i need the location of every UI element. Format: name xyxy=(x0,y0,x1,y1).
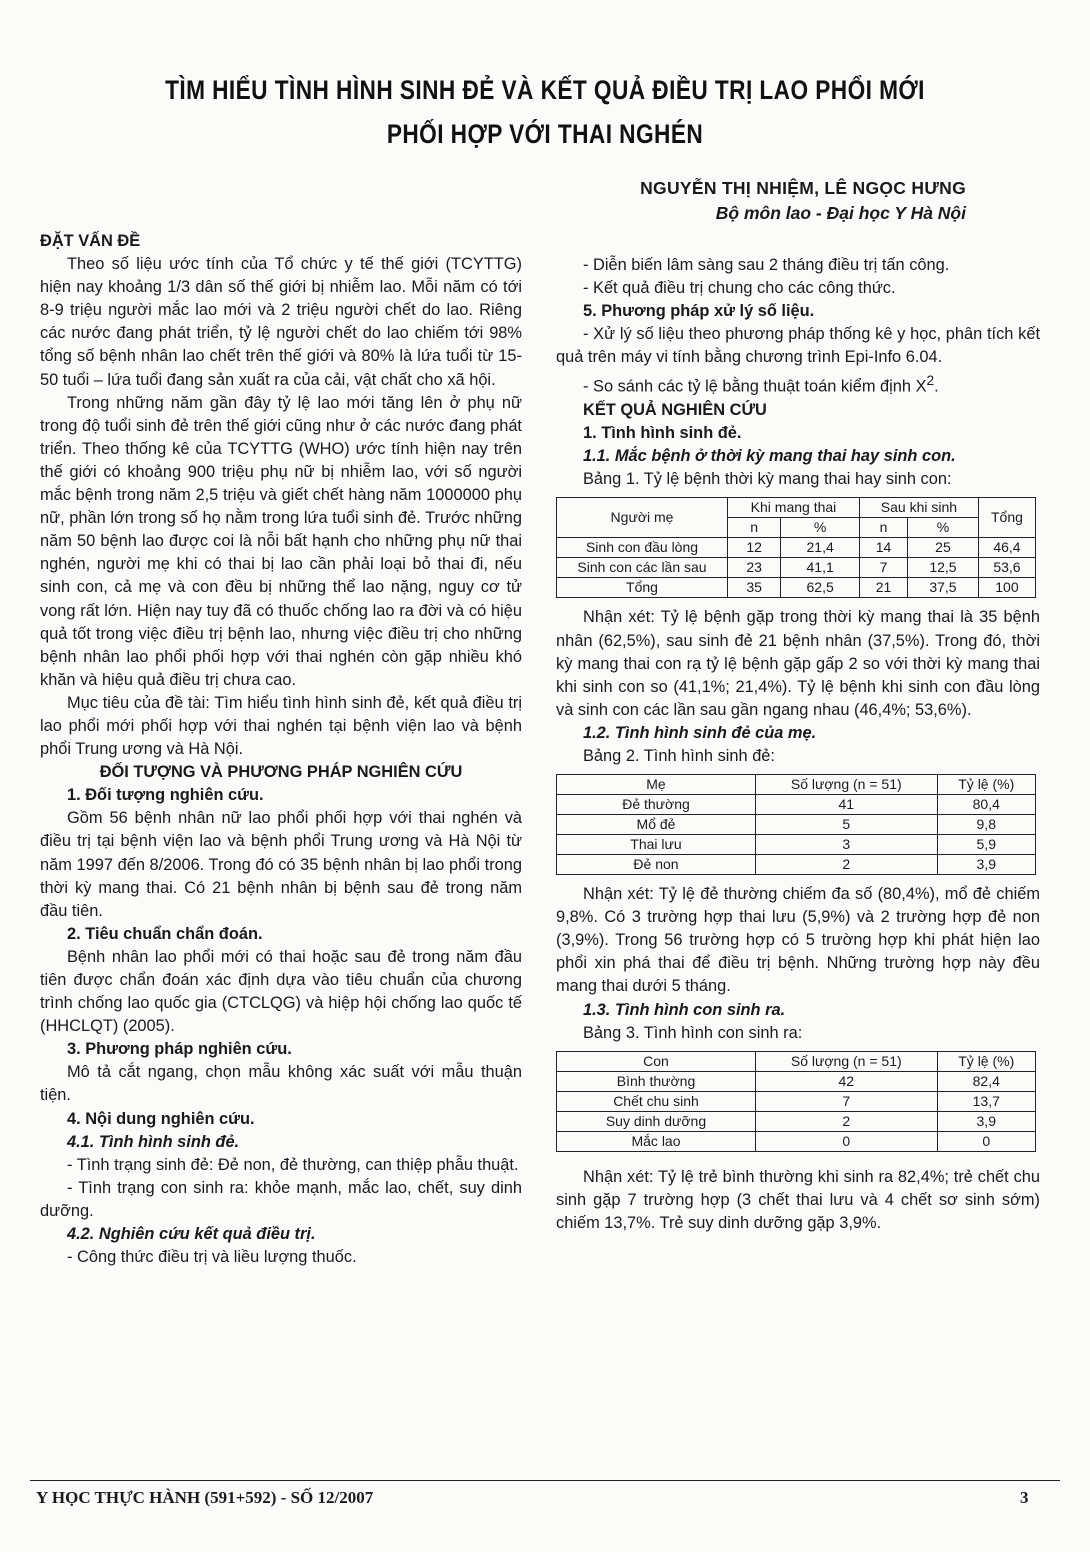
table-cell: 5,9 xyxy=(937,835,1036,855)
paragraph: - Công thức điều trị và liều lượng thuốc. xyxy=(67,1248,357,1267)
table-row xyxy=(557,795,1036,815)
paragraph: Nhận xét: Tỷ lệ đẻ thường chiếm đa số (80,4%), mổ đẻ chiếm 9,8%. Có 3 trường hợp thai lưu (5,9%) và 2 trường hợp đẻ non (3,9%). Trong 56 trường hợp có 5 trường hợp khi phát hiện lao phổi xin phá thai để điều trị bệnh. Những trường hợp này đều mang thai dưới 5 tháng. xyxy=(556,885,1040,996)
table-cell: 0 xyxy=(756,1131,938,1151)
table-cell: 41,1 xyxy=(781,558,860,578)
table-header: Sau khi sinh xyxy=(859,498,978,518)
table-cell: Sinh con các lần sau xyxy=(557,558,728,578)
table-cell: 12,5 xyxy=(908,558,979,578)
table-row xyxy=(557,835,1036,855)
table-cell: 35 xyxy=(728,578,781,598)
table-header: Số lượng (n = 51) xyxy=(756,1051,938,1071)
table-cell: 37,5 xyxy=(908,578,979,598)
table-cell: 21,4 xyxy=(781,538,860,558)
paragraph: - Xử lý số liệu theo phương pháp thống kê y học, phân tích kết quả trên máy vi tính bằng chương trình Epi-Info 6.04. xyxy=(556,325,1040,367)
table-cell: 12 xyxy=(728,538,781,558)
paragraph: Theo số liệu ước tính của Tổ chức y tế thế giới (TCYTTG) hiện nay khoảng 1/3 dân số thế giới bị nhiễm lao. Mỗi năm có tới 8-9 triệu người mắc lao mới và 2 triệu người chết do lao. Riêng các nước đang phát triển, tỷ lệ người chết do lao chiếm tới 98% tổng số bệnh nhân lao chết trên thế giới và 80% là lứa tuổi từ 15-50 tuổi – lứa tuổi đang sản xuất ra của cải, vật chất cho xã hội. xyxy=(40,255,522,389)
section-heading-results: KẾT QUẢ NGHIÊN CỨU xyxy=(583,401,767,420)
table-cell: 46,4 xyxy=(978,538,1035,558)
table-cell: Mắc lao xyxy=(557,1131,756,1151)
table-header: % xyxy=(908,518,979,538)
right-column xyxy=(556,254,1040,1235)
table-cell: 5 xyxy=(756,815,938,835)
table-header: n xyxy=(859,518,907,538)
section-heading-methods: ĐỐI TƯỢNG VÀ PHƯƠNG PHÁP NGHIÊN CỨU xyxy=(99,763,463,782)
table-cell: Sinh con đầu lòng xyxy=(557,538,728,558)
table-caption: Bảng 1. Tỷ lệ bệnh thời kỳ mang thai hay sinh con: xyxy=(583,470,952,489)
subheading: 1.1. Mắc bệnh ở thời kỳ mang thai hay sinh con. xyxy=(583,447,956,466)
paragraph xyxy=(556,369,1040,399)
paragraph: Trong những năm gần đây tỷ lệ lao mới tăng lên ở phụ nữ trong độ tuổi sinh đẻ trên thế giới cũng như ở các nước đang phát triển. Theo thống kê của TCYTTG (WHO) ước tính hiện nay trên thế giới có khoảng 900 triệu phụ nữ bị nhiễm lao, với số người mắc bệnh trong năm 2,5 triệu và giết chết hàng năm 1000000 phụ nữ, phần lớn trong số họ nằm trong lứa tuổi sinh đẻ. Trước những năm 50 bệnh lao được coi là nỗi bất hạnh cho những phụ nữ thai nghén, người mẹ khi có thai bị lao cần phải loại bỏ thai đi, nếu sinh con, cả mẹ và con đều bị những thể lao nặng, nguy cơ tử vong rất lớn. Hiện nay tuy đã có thuốc chống lao ra đời và có hiệu quả tốt trong việc điều trị bệnh lao, nhưng việc điều trị cho những bệnh nhân lao phổi phối hợp với thai nghén còn gặp nhiều khó khăn và hiệu quả điều trị chưa cao. xyxy=(40,393,522,689)
table-cell: 41 xyxy=(756,795,938,815)
paragraph: Nhận xét: Tỷ lệ trẻ bình thường khi sinh ra 82,4%; trẻ chết chu sinh gặp 7 trường hợp (3 chết thai lưu và 4 chết sơ sinh sớm) chiếm 13,7%. Trẻ suy dinh dưỡng gặp 3,9%. xyxy=(556,1167,1040,1232)
subheading: 1.3. Tình hình con sinh ra. xyxy=(583,1000,786,1019)
table-header: Tỷ lệ (%) xyxy=(937,1051,1036,1071)
subheading: 5. Phương pháp xử lý số liệu. xyxy=(583,302,815,321)
subheading: 2. Tiêu chuẩn chẩn đoán. xyxy=(67,924,263,943)
title-line-2: PHỐI HỢP VỚI THAI NGHÉN xyxy=(386,119,704,149)
table-header: Con xyxy=(557,1051,756,1071)
footer-rule xyxy=(30,1480,1060,1481)
author-names: NGUYỄN THỊ NHIỆM, LÊ NGỌC HƯNG xyxy=(640,178,966,198)
table-header: Tỷ lệ (%) xyxy=(937,775,1036,795)
article-title xyxy=(138,68,953,156)
table-cell: 2 xyxy=(756,1111,938,1131)
paragraph: - Kết quả điều trị chung cho các công thức. xyxy=(583,279,896,298)
table-cell: 3,9 xyxy=(937,1111,1036,1131)
table-row xyxy=(557,538,1036,558)
table-cell: Đẻ non xyxy=(557,855,756,875)
table-caption: Bảng 2. Tình hình sinh đẻ: xyxy=(583,746,775,765)
table-2 xyxy=(556,774,1036,875)
paragraph: - Tình trạng sinh đẻ: Đẻ non, đẻ thường, can thiệp phẫu thuật. xyxy=(67,1155,519,1174)
subheading: 3. Phương pháp nghiên cứu. xyxy=(67,1040,292,1059)
table-cell: Suy dinh dưỡng xyxy=(557,1111,756,1131)
author-affiliation: Bộ môn lao - Đại học Y Hà Nội xyxy=(715,203,966,223)
table-cell: Tổng xyxy=(557,578,728,598)
table-header: Người mẹ xyxy=(557,498,728,538)
table-cell: 62,5 xyxy=(781,578,860,598)
paragraph: Nhận xét: Tỷ lệ bệnh gặp trong thời kỳ mang thai là 35 bệnh nhân (62,5%), sau sinh đẻ 21 bệnh nhân (37,5%). Trong đó, thời kỳ mang thai con rạ tỷ lệ bệnh gặp gấp 2 so với thời kỳ mang thai khi sinh con so (41,1%; 21,4%). Tỷ lệ bệnh khi sinh con đầu lòng và sinh con các lần sau gần ngang nhau (46,4%; 53,6%). xyxy=(556,608,1040,719)
chi-square-text: - So sánh các tỷ lệ bằng thuật toán kiểm định X xyxy=(583,377,927,396)
paragraph: Gồm 56 bệnh nhân nữ lao phổi phối hợp với thai nghén và điều trị tại bệnh viện lao và bệnh phổi Trung ương và Hà Nội từ năm 1997 đến 8/2006. Trong đó có 35 bệnh nhân bị lao phổi trong thời kỳ mang thai. Có 21 bệnh nhân bị bệnh sau đẻ trong năm đầu tiên. xyxy=(40,809,522,920)
table-1 xyxy=(556,497,1036,598)
journal-footer: Y HỌC THỰC HÀNH (591+592) - SỐ 12/2007 xyxy=(36,1488,374,1507)
paragraph: - Diễn biến lâm sàng sau 2 tháng điều trị tấn công. xyxy=(583,256,950,274)
table-cell: 53,6 xyxy=(978,558,1035,578)
table-cell: 21 xyxy=(859,578,907,598)
table-row xyxy=(557,1111,1036,1131)
table-cell: Bình thường xyxy=(557,1071,756,1091)
table-cell: 3,9 xyxy=(937,855,1036,875)
table-cell: Mổ đẻ xyxy=(557,815,756,835)
left-column xyxy=(40,230,522,1269)
paragraph: Mô tả cắt ngang, chọn mẫu không xác suất với mẫu thuận tiện. xyxy=(40,1063,522,1105)
table-cell: Chết chu sinh xyxy=(557,1091,756,1111)
subheading: 4. Nội dung nghiên cứu. xyxy=(67,1109,255,1128)
paragraph: Bệnh nhân lao phổi mới có thai hoặc sau đẻ trong năm đầu tiên được chẩn đoán xác định dựa vào tiêu chuẩn của chương trình chống lao quốc gia (CTCLQG) và hiệp hội chống lao quốc tế (HHCLQT) (2005). xyxy=(40,947,522,1036)
table-cell: 42 xyxy=(756,1071,938,1091)
subheading: 1.2. Tình hình sinh đẻ của mẹ. xyxy=(583,723,817,742)
table-cell: 25 xyxy=(908,538,979,558)
table-cell: 9,8 xyxy=(937,815,1036,835)
table-cell: Thai lưu xyxy=(557,835,756,855)
table-cell: 2 xyxy=(756,855,938,875)
table-cell: 0 xyxy=(937,1131,1036,1151)
table-header: n xyxy=(728,518,781,538)
table-header: Tổng xyxy=(978,498,1035,538)
table-header: Khi mang thai xyxy=(728,498,860,518)
table-header: % xyxy=(781,518,860,538)
author-block xyxy=(640,176,966,226)
table-cell: 7 xyxy=(756,1091,938,1111)
table-cell: Đẻ thường xyxy=(557,795,756,815)
table-cell: 14 xyxy=(859,538,907,558)
table-row xyxy=(557,578,1036,598)
table-header: Mẹ xyxy=(557,775,756,795)
table-row xyxy=(557,855,1036,875)
table-cell: 23 xyxy=(728,558,781,578)
table-row xyxy=(557,558,1036,578)
table-cell: 7 xyxy=(859,558,907,578)
paragraph: - Tình trạng con sinh ra: khỏe mạnh, mắc lao, chết, suy dinh dưỡng. xyxy=(40,1178,522,1220)
table-cell: 82,4 xyxy=(937,1071,1036,1091)
table-cell: 80,4 xyxy=(937,795,1036,815)
section-heading-introduction: ĐẶT VẤN ĐỀ xyxy=(40,232,141,250)
table-row xyxy=(557,1071,1036,1091)
subheading: 1. Đối tượng nghiên cứu. xyxy=(67,786,264,805)
subheading: 4.2. Nghiên cứu kết quả điều trị. xyxy=(67,1225,316,1244)
subheading: 4.1. Tình hình sinh đẻ. xyxy=(67,1132,240,1151)
title-line-1: TÌM HIỂU TÌNH HÌNH SINH ĐẺ VÀ KẾT QUẢ ĐIỀU TRỊ LAO PHỔI MỚI xyxy=(165,75,925,105)
table-cell: 3 xyxy=(756,835,938,855)
paragraph: Mục tiêu của đề tài: Tìm hiểu tình hình sinh đẻ, kết quả điều trị lao phổi mới phối hợp với thai nghén tại bệnh viện lao và bệnh phổi Trung ương và Hà Nội. xyxy=(40,693,522,759)
table-row xyxy=(557,1091,1036,1111)
table-3 xyxy=(556,1051,1036,1152)
table-row xyxy=(557,815,1036,835)
period: . xyxy=(934,377,939,396)
table-caption: Bảng 3. Tình hình con sinh ra: xyxy=(583,1023,803,1042)
table-cell: 13,7 xyxy=(937,1091,1036,1111)
subheading: 1. Tình hình sinh đẻ. xyxy=(583,424,742,443)
superscript: 2 xyxy=(926,373,935,389)
table-row xyxy=(557,1131,1036,1151)
table-header: Số lượng (n = 51) xyxy=(756,775,938,795)
page-number: 3 xyxy=(1020,1488,1029,1507)
table-cell: 100 xyxy=(978,578,1035,598)
